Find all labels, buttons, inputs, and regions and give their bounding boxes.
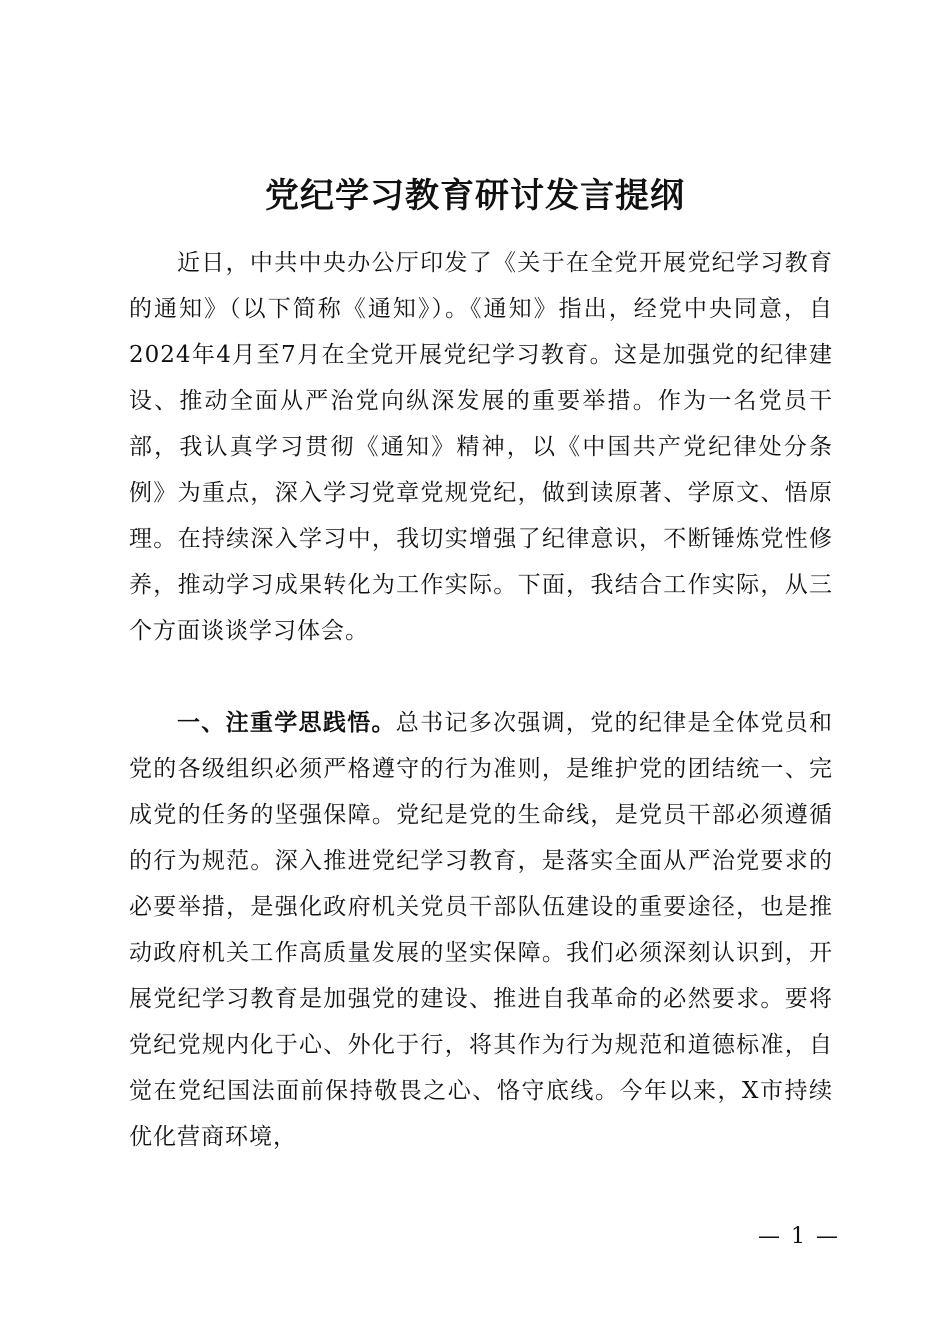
document-title: 党纪学习教育研讨发言提纲: [265, 176, 685, 216]
intro-paragraph: [129, 240, 833, 654]
intro-paragraph-text: 近日，中共中央办公厅印发了《关于在全党开展党纪学习教育的通知》（以下简称《通知》）。《通知》指出，经党中央同意，自2024年4月至7月在全党开展党纪学习教育。这是加强党的纪律建设、推动全面从严治党向纵深发展的重要举措。作为一名党员干部，我认真学习贯彻《通知》精神，以《中国共产党纪律处分条例》为重点，深入学习党章党规党纪，做到读原著、学原文、悟原理。在持续深入学习中，我切实增强了纪律意识，不断锤炼党性修养，推动学习成果转化为工作实际。下面，我结合工作实际，从三个方面谈谈学习体会。: [129, 250, 833, 644]
section-one-text: 总书记多次强调，党的纪律是全体党员和党的各级组织必须严格遵守的行为准则，是维护党的团结统一、完成党的任务的坚强保障。党纪是党的生命线，是党员干部必须遵循的行为规范。深入推进党纪学习教育，是落实全面从严治党要求的必要举措，是强化政府机关党员干部队伍建设的重要途径，也是推动政府机关工作高质量发展的坚实保障。我们必须深刻认识到，开展党纪学习教育是加强党的建设、推进自我革命的必然要求。要将党纪党规内化于心、外化于行，将其作为行为规范和道德标准，自觉在党纪国法面前保持敬畏之心、恪守底线。今年以来，X市持续优化营商环境，: [129, 710, 834, 1150]
page-number: — 1 —: [758, 1224, 840, 1249]
section-one-paragraph: [129, 700, 833, 1160]
section-one-heading: 一、注重学思践悟。: [177, 710, 396, 736]
